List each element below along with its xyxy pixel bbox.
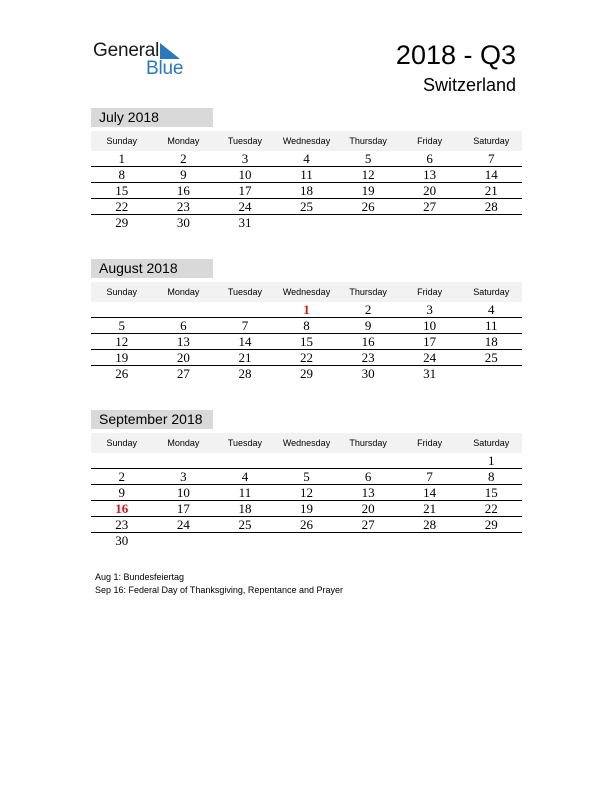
day-cell — [460, 366, 522, 382]
day-cell — [276, 533, 338, 549]
day-cell — [153, 533, 215, 549]
weekday-label: Wednesday — [282, 136, 331, 146]
weekday-label: Sunday — [106, 136, 138, 146]
day-cell: 28 — [423, 517, 437, 532]
day-cell — [214, 302, 276, 317]
week-row — [91, 334, 522, 350]
week-grid — [91, 453, 522, 549]
day-cell: 5 — [118, 318, 126, 333]
day-cell: 29 — [484, 517, 498, 532]
day-cell: 23 — [176, 199, 190, 214]
logo-triangle-icon — [160, 43, 180, 59]
weekday-label: Thursday — [349, 438, 387, 448]
day-cell: 25 — [238, 517, 252, 532]
day-cell — [214, 453, 276, 468]
weekday-label: Saturday — [473, 438, 510, 448]
day-cell: 3 — [241, 151, 249, 166]
day-cell — [153, 302, 215, 317]
country-label: Switzerland — [422, 75, 516, 95]
day-cell: 2 — [364, 302, 372, 317]
weekday-label: Tuesday — [227, 136, 263, 146]
day-cell: 18 — [484, 334, 498, 349]
day-cell — [399, 215, 461, 231]
day-cell: 19 — [300, 501, 314, 516]
day-cell: 10 — [423, 318, 437, 333]
day-cell: 12 — [361, 167, 375, 182]
weekday-label: Wednesday — [282, 287, 331, 297]
day-cell: 5 — [364, 151, 372, 166]
weekday-label: Sunday — [106, 287, 138, 297]
day-cell: 9 — [118, 485, 126, 500]
day-cell: 17 — [423, 334, 437, 349]
month-label: September 2018 — [91, 410, 213, 429]
day-cell: 4 — [488, 302, 495, 317]
day-cell: 29 — [300, 366, 314, 381]
day-cell: 11 — [300, 167, 313, 182]
page-title: 2018 - Q3 — [395, 40, 516, 70]
day-cell: 3 — [426, 302, 433, 317]
month-august — [91, 259, 522, 382]
day-cell: 1 — [303, 302, 310, 317]
day-cell: 24 — [238, 199, 252, 214]
week-row — [91, 366, 522, 382]
day-cell: 7 — [426, 469, 433, 484]
week-row — [91, 215, 522, 231]
day-cell: 6 — [426, 151, 433, 166]
logo-general-text: General — [93, 40, 160, 61]
day-cell: 20 — [423, 183, 437, 198]
week-row — [91, 533, 522, 549]
day-cell: 16 — [361, 334, 375, 349]
week-grid — [91, 302, 522, 382]
day-cell: 18 — [238, 501, 252, 516]
day-cell: 6 — [180, 318, 187, 333]
day-cell: 22 — [300, 350, 314, 365]
day-cell: 30 — [115, 533, 129, 548]
day-cell: 24 — [176, 517, 190, 532]
weekday-label: Monday — [167, 438, 200, 448]
week-row — [91, 183, 522, 199]
day-cell — [153, 453, 215, 468]
day-cell: 30 — [176, 215, 190, 230]
day-cell: 8 — [118, 167, 126, 182]
day-cell: 14 — [484, 167, 498, 182]
day-cell — [460, 215, 522, 231]
weekday-label: Tuesday — [227, 287, 263, 297]
week-row — [91, 318, 522, 334]
day-cell: 9 — [364, 318, 372, 333]
week-row — [91, 501, 522, 517]
week-row — [91, 517, 522, 533]
month-label: July 2018 — [91, 108, 213, 127]
weekday-label: Thursday — [349, 287, 387, 297]
day-cell — [399, 533, 461, 549]
day-cell: 22 — [484, 501, 498, 516]
day-cell: 14 — [423, 485, 437, 500]
day-cell: 8 — [488, 469, 495, 484]
day-cell: 7 — [241, 318, 249, 333]
day-cell: 17 — [176, 501, 190, 516]
month-july — [91, 108, 522, 231]
day-cell: 26 — [115, 366, 129, 381]
weekday-header — [91, 433, 522, 453]
day-cell: 25 — [300, 199, 314, 214]
weekday-label: Sunday — [106, 438, 138, 448]
day-cell: 25 — [484, 350, 498, 365]
day-cell: 13 — [423, 167, 437, 182]
day-cell: 27 — [176, 366, 190, 381]
weekday-header — [91, 131, 522, 151]
week-row — [91, 151, 522, 167]
day-cell: 13 — [361, 485, 375, 500]
day-cell: 23 — [361, 350, 375, 365]
day-cell: 13 — [176, 334, 190, 349]
day-cell: 14 — [238, 334, 252, 349]
day-cell: 7 — [488, 151, 495, 166]
day-cell: 22 — [115, 199, 129, 214]
day-cell: 19 — [361, 183, 375, 198]
day-cell: 4 — [241, 469, 249, 484]
day-cell: 16 — [176, 183, 190, 198]
day-cell: 21 — [423, 501, 437, 516]
day-cell: 23 — [115, 517, 129, 532]
day-cell: 24 — [423, 350, 437, 365]
day-cell — [91, 453, 153, 468]
weekday-label: Monday — [167, 287, 200, 297]
day-cell: 16 — [115, 501, 129, 516]
day-cell: 27 — [423, 199, 437, 214]
day-cell: 30 — [361, 366, 375, 381]
weekday-label: Tuesday — [227, 438, 263, 448]
day-cell: 10 — [176, 485, 190, 500]
day-cell: 15 — [300, 334, 314, 349]
day-cell: 8 — [303, 318, 310, 333]
day-cell — [399, 453, 461, 468]
day-cell — [91, 302, 153, 317]
holiday-note: Sep 16: Federal Day of Thanksgiving, Repentance and Prayer — [95, 584, 343, 595]
day-cell: 21 — [484, 183, 498, 198]
day-cell: 29 — [115, 215, 129, 230]
generalblue-logo — [93, 40, 193, 80]
logo-blue-text: Blue — [146, 58, 184, 79]
day-cell: 15 — [484, 485, 498, 500]
weekday-label: Wednesday — [282, 438, 331, 448]
day-cell: 17 — [238, 183, 252, 198]
weekday-label: Saturday — [473, 136, 510, 146]
day-cell: 12 — [300, 485, 314, 500]
day-cell: 3 — [180, 469, 187, 484]
day-cell: 26 — [361, 199, 375, 214]
day-cell: 11 — [238, 485, 252, 500]
day-cell — [337, 215, 399, 231]
day-cell: 19 — [115, 350, 129, 365]
day-cell: 1 — [118, 151, 126, 166]
weekday-label: Friday — [417, 438, 443, 448]
day-cell: 31 — [238, 215, 252, 230]
week-row — [91, 302, 522, 318]
day-cell: 18 — [300, 183, 314, 198]
week-row — [91, 469, 522, 485]
week-row — [91, 485, 522, 501]
weekday-label: Thursday — [349, 136, 387, 146]
week-row — [91, 350, 522, 366]
day-cell — [460, 533, 522, 549]
day-cell: 10 — [238, 167, 252, 182]
day-cell: 1 — [488, 453, 495, 468]
day-cell: 21 — [238, 350, 252, 365]
day-cell: 2 — [118, 469, 126, 484]
day-cell — [276, 215, 338, 231]
day-cell: 6 — [364, 469, 372, 484]
holiday-notes — [95, 571, 343, 596]
day-cell: 28 — [484, 199, 498, 214]
day-cell: 31 — [423, 366, 437, 381]
holiday-note: Aug 1: Bundesfeiertag — [95, 572, 185, 582]
weekday-label: Friday — [417, 136, 443, 146]
weekday-header — [91, 282, 522, 302]
day-cell: 15 — [115, 183, 129, 198]
day-cell: 20 — [176, 350, 190, 365]
day-cell: 9 — [180, 167, 187, 182]
weekday-label: Monday — [167, 136, 200, 146]
month-label: August 2018 — [91, 259, 213, 278]
day-cell: 26 — [300, 517, 314, 532]
day-cell: 4 — [303, 151, 310, 166]
day-cell — [276, 453, 338, 468]
week-grid — [91, 151, 522, 231]
day-cell: 11 — [484, 318, 498, 333]
day-cell: 28 — [238, 366, 252, 381]
week-row — [91, 199, 522, 215]
day-cell — [337, 533, 399, 549]
weekday-label: Friday — [417, 287, 443, 297]
week-row — [91, 453, 522, 469]
day-cell: 27 — [361, 517, 375, 532]
day-cell: 2 — [180, 151, 187, 166]
weekday-label: Saturday — [473, 287, 510, 297]
day-cell: 12 — [115, 334, 129, 349]
day-cell — [337, 453, 399, 468]
month-september — [91, 410, 522, 549]
day-cell: 5 — [303, 469, 310, 484]
week-row — [91, 167, 522, 183]
day-cell — [214, 533, 276, 549]
day-cell: 20 — [361, 501, 375, 516]
